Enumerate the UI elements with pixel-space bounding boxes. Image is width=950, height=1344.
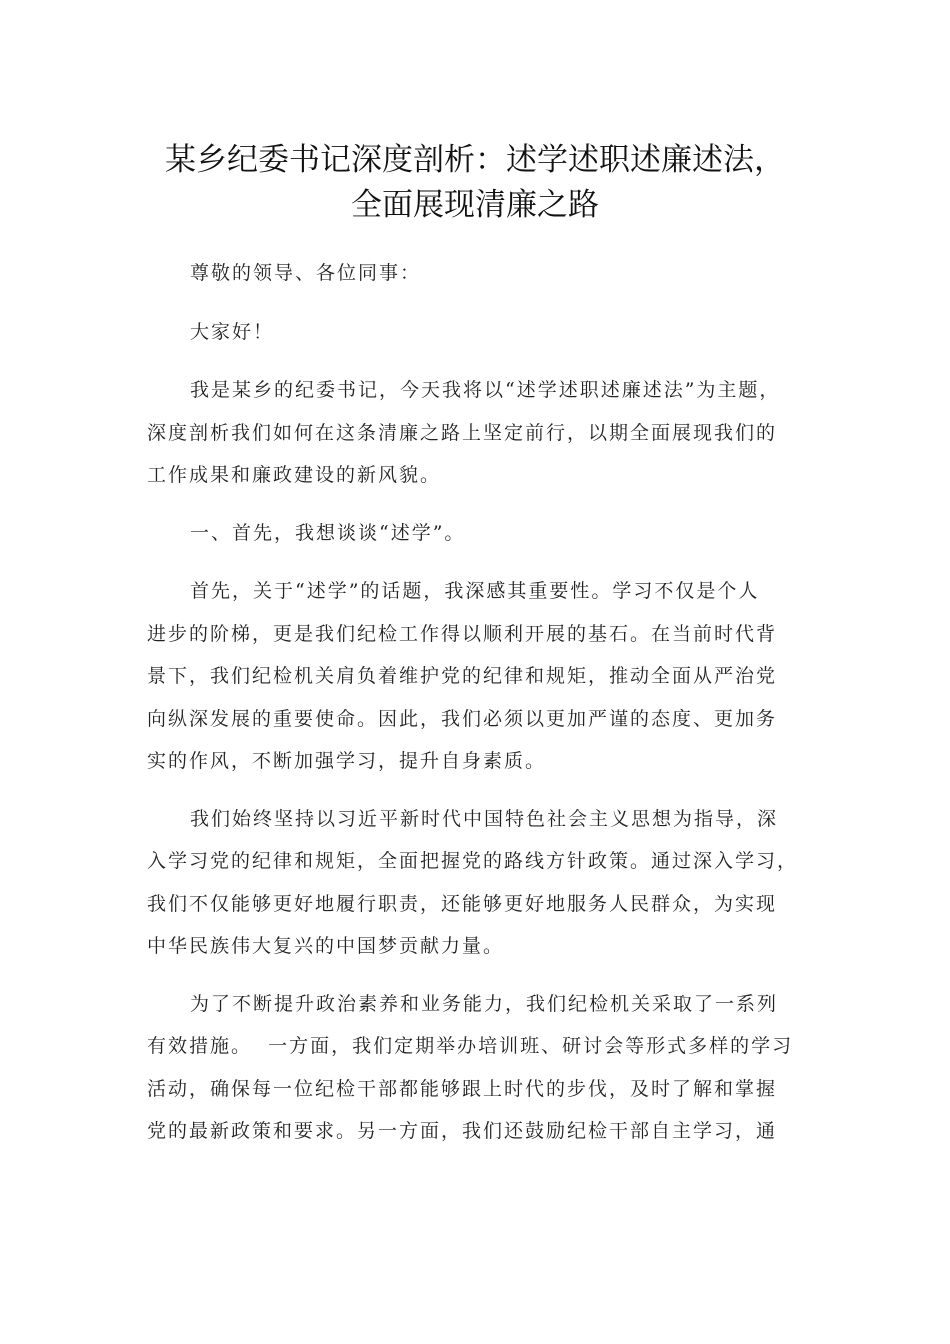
paragraph-line: 工作成果和廉政建设的新风貌。 (147, 464, 442, 486)
paragraph-line: 中华民族伟大复兴的中国梦贡献力量。 (147, 935, 505, 957)
paragraph-line: 首先，关于“述学”的话题，我深感其重要性。学习不仅是个人 (190, 580, 760, 602)
paragraph-line: 实的作风，不断加强学习，提升自身素质。 (147, 750, 547, 772)
greeting: 大家好！ (190, 320, 275, 343)
paragraph-line: 我是某乡的纪委书记，今天我将以“述学述职述廉述法”为主题， (190, 379, 781, 401)
paragraph-line: 党的最新政策和要求。另一方面，我们还鼓励纪检干部自主学习，通 (147, 1120, 778, 1142)
section-heading: 一、首先，我想谈谈“述学”。 (190, 521, 466, 544)
paragraph-line: 我们始终坚持以习近平新时代中国特色社会主义思想为指导，深 (190, 807, 779, 830)
title-line-1: 某乡纪委书记深度剖析：述学述职述廉述法， (165, 142, 785, 178)
section-paragraph-1 (147, 570, 805, 783)
paragraph-line: 我们不仅能够更好地履行职责，还能够更好地服务人民群众，为实现 (147, 892, 778, 915)
section-paragraph-3 (147, 983, 805, 1153)
paragraph-line: 入学习党的纪律和规矩，全面把握党的路线方针政策。通过深入学习， (147, 850, 799, 872)
section-paragraph-2 (147, 798, 805, 968)
paragraph-line: 深度剖析我们如何在这条清廉之路上坚定前行，以期全面展现我们的 (147, 421, 778, 444)
paragraph-line: 为了不断提升政治素养和业务能力，我们纪检机关采取了一系列 (190, 992, 779, 1015)
paragraph-line: 活动，确保每一位纪检干部都能够跟上时代的步伐，及时了解和掌握 (147, 1077, 778, 1100)
document-title (120, 138, 830, 228)
paragraph-line: 有效措施。 一方面，我们定期举办培训班、研讨会等形式多样的学习 (147, 1035, 794, 1057)
paragraph-line: 向纵深发展的重要使命。因此，我们必须以更加严谨的态度、更加务 (147, 707, 778, 730)
paragraph-line: 景下，我们纪检机关肩负着维护党的纪律和规矩，推动全面从严治党 (147, 665, 778, 687)
intro-paragraph (147, 369, 805, 497)
paragraph-line: 进步的阶梯，更是我们纪检工作得以顺利开展的基石。在当前时代背 (147, 622, 778, 645)
salutation: 尊敬的领导、各位同事： (190, 262, 422, 284)
document-body (147, 252, 805, 1168)
title-line-2: 全面展现清廉之路 (351, 187, 599, 223)
